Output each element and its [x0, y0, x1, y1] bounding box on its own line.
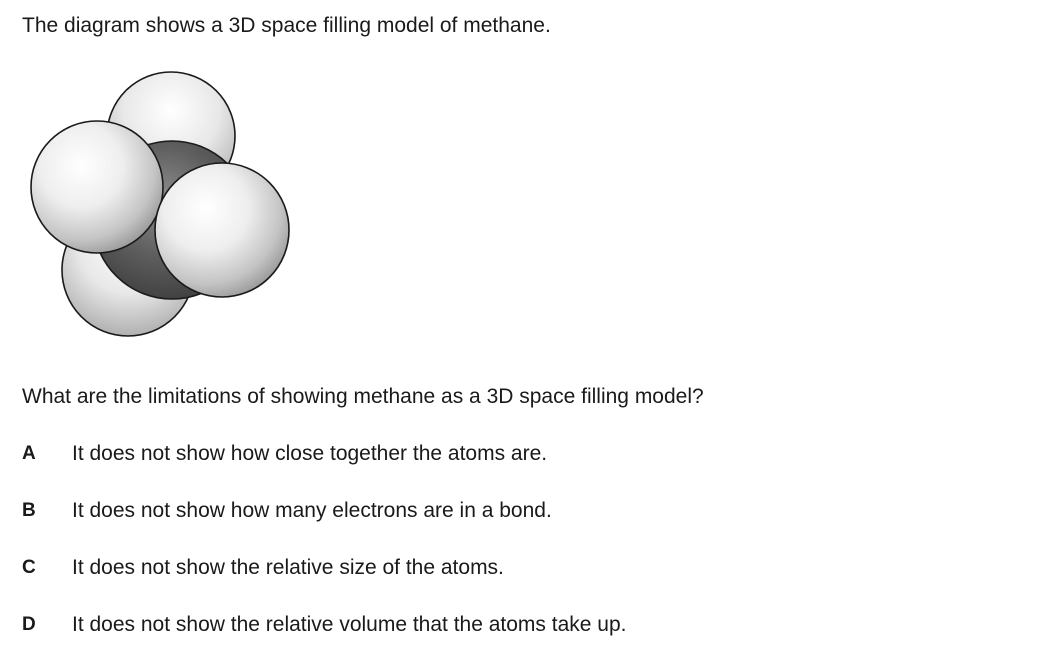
option-letter: B	[22, 500, 36, 521]
option-letter: A	[22, 443, 36, 464]
question-text: What are the limitations of showing methane as a 3D space filling model?	[22, 385, 704, 408]
hydrogen-atom-left	[31, 121, 163, 253]
option-text: It does not show how many electrons are in a bond.	[72, 499, 552, 522]
intro-text: The diagram shows a 3D space filling model of methane.	[22, 14, 551, 37]
option-letter: C	[22, 557, 36, 578]
option-letter: D	[22, 614, 36, 635]
hydrogen-atom-right	[155, 163, 289, 297]
option-text: It does not show the relative volume that the atoms take up.	[72, 613, 627, 636]
option-text: It does not show the relative size of the atoms.	[72, 556, 504, 579]
methane-model-diagram	[28, 70, 290, 345]
option-text: It does not show how close together the atoms are.	[72, 442, 548, 465]
